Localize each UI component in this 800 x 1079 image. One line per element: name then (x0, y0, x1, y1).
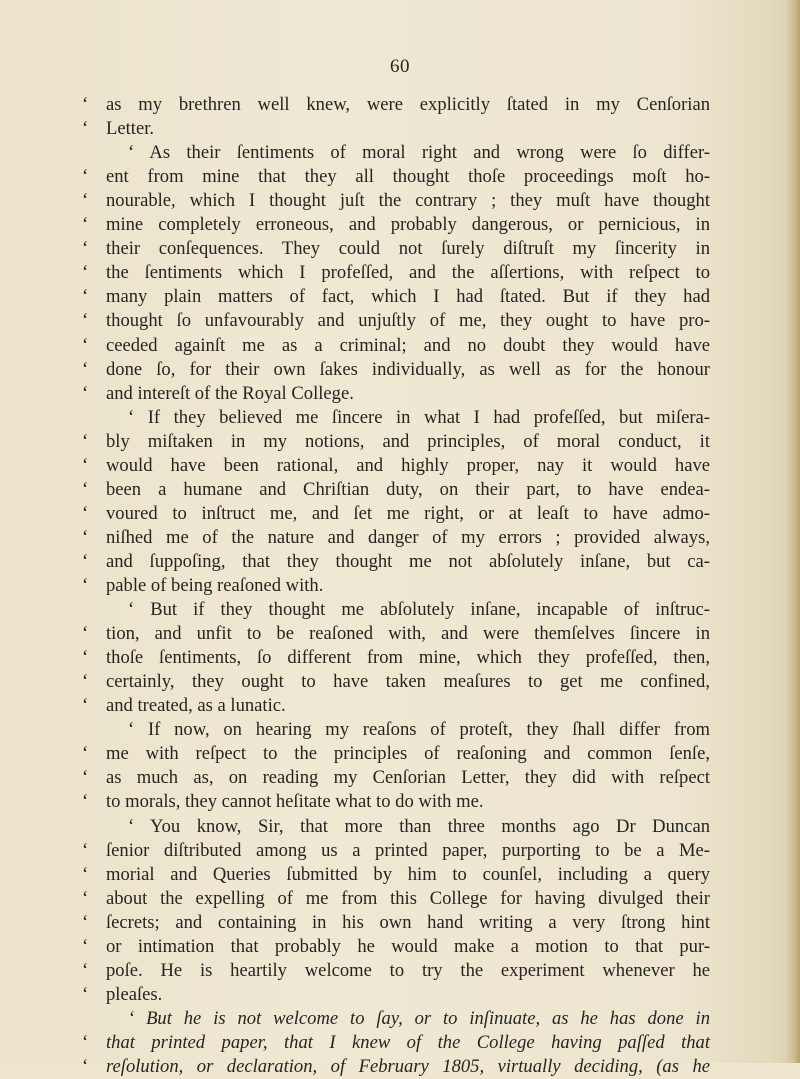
text-line-content: been a humane and Chriſtian duty, on their part, to have endea- (106, 478, 710, 500)
text-line-content: nourable, which I thought juſt the contrary ; they muſt have thought (106, 190, 710, 212)
text-line-content: many plain matters of fact, which I had ſtated. But if they had (106, 286, 710, 308)
text-line (82, 478, 710, 502)
text-line-content: pable of being reaſoned with. (106, 575, 324, 596)
text-line-content: thoſe ſentiments, ſo different from mine, which they profeſſed, then, (106, 647, 710, 669)
margin-quote-mark: ‘ (82, 358, 89, 380)
margin-quote-mark: ‘ (82, 959, 89, 981)
margin-quote-mark: ‘ (82, 430, 89, 452)
text-line (82, 430, 710, 454)
margin-quote-mark: ‘ (82, 575, 89, 596)
text-line-content: morial and Queries ſubmitted by him to counſel, including a query (106, 863, 710, 885)
text-line-content: voured to inſtruct me, and ſet me right, or at leaſt to have admo- (106, 502, 710, 524)
text-line (82, 454, 710, 478)
text-line-content: about the expelling of me from this College for having divulged their (106, 887, 710, 909)
text-line-content: their conſequences. They could not ſurely diſtruſt my ſincerity in (106, 238, 710, 260)
margin-quote-mark: ‘ (82, 238, 89, 260)
text-line (128, 815, 710, 839)
margin-quote-mark: ‘ (82, 671, 89, 693)
margin-quote-mark: ‘ (82, 887, 89, 909)
text-line (82, 622, 710, 646)
text-line (128, 406, 710, 430)
text-line (82, 790, 710, 814)
text-line (128, 718, 710, 742)
text-line (82, 911, 710, 935)
text-line (82, 694, 710, 718)
text-line (82, 526, 710, 550)
text-line-content: and intereſt of the Royal College. (106, 382, 354, 404)
margin-quote-mark: ‘ (82, 935, 89, 957)
text-line (82, 670, 710, 694)
text-line (82, 165, 710, 189)
text-line-content: as my brethren well knew, were explicitly ſtated in my Cenſorian (106, 94, 710, 115)
text-line-content: certainly, they ought to have taken meaſures to get me confined, (106, 671, 710, 693)
text-line (82, 358, 710, 382)
text-line-content: reſolution, or declaration, of February 1805, virtually deciding, (as he (106, 1056, 710, 1077)
margin-quote-mark: ‘ (82, 94, 89, 115)
text-line-content: or intimation that probably he would make a motion to that pur- (106, 935, 710, 957)
text-line-content: ſenior diſtributed among us a printed paper, purporting to be a Me- (106, 839, 710, 861)
margin-quote-mark: ‘ (82, 791, 89, 813)
text-line-content: to morals, they cannot heſitate what to do with me. (106, 791, 484, 813)
margin-quote-mark: ‘ (82, 863, 89, 885)
text-line-content: would have been rational, and highly proper, nay it would have (106, 454, 710, 476)
text-line (82, 574, 710, 598)
text-line (82, 237, 710, 261)
text-line-content: thought ſo unfavourably and unjuſtly of me, they ought to have pro- (106, 310, 710, 332)
text-line-content: mine completely erroneous, and probably dangerous, or pernicious, in (106, 214, 710, 236)
text-line-content: me with reſpect to the principles of reaſoning and common ſenſe, (106, 743, 710, 765)
text-line-content: niſhed me of the nature and danger of my errors ; provided always, (106, 526, 710, 548)
text-line-content: Letter. (106, 118, 155, 140)
text-line (82, 309, 710, 333)
text-line-content: ceeded againſt me as a criminal; and no doubt they would have (106, 334, 710, 356)
margin-quote-mark: ‘ (82, 550, 89, 572)
text-line (82, 1031, 710, 1055)
text-line-content: bly miſtaken in my notions, and principles, of moral conduct, it (106, 430, 710, 452)
text-line (82, 382, 710, 406)
margin-quote-mark: ‘ (82, 623, 89, 645)
margin-quote-mark: ‘ (82, 695, 89, 717)
margin-quote-mark: ‘ (82, 767, 89, 789)
text-line (128, 141, 710, 165)
margin-quote-mark: ‘ (82, 502, 89, 524)
margin-quote-mark: ‘ (82, 911, 89, 933)
text-line (82, 983, 710, 1007)
margin-quote-mark: ‘ (82, 1031, 89, 1053)
text-line-content: done ſo, for their own ſakes individually, as well as for the honour (106, 358, 710, 380)
margin-quote-mark: ‘ (82, 1056, 89, 1077)
margin-quote-mark: ‘ (82, 166, 89, 188)
margin-quote-mark: ‘ (82, 190, 89, 212)
text-line (128, 1007, 710, 1031)
text-line (82, 213, 710, 237)
text-line-content: ent from mine that they all thought thoſe proceedings moſt ho- (106, 166, 710, 188)
text-line (82, 117, 710, 141)
text-line-content: tion, and unfit to be reaſoned with, and were themſelves ſincere in (106, 623, 710, 645)
margin-quote-mark: ‘ (82, 478, 89, 500)
text-line-content: ‘ But he is not welcome to ſay, or to inſinuate, as he has done in (128, 1007, 710, 1029)
text-line-content: ‘ If now, on hearing my reaſons of proteſt, they ſhall differ from (128, 719, 710, 741)
text-line-content: that printed paper, that I knew of the College having paſſed that (106, 1031, 710, 1053)
page-number: 60 (390, 56, 410, 77)
text-line (82, 502, 710, 526)
margin-quote-mark: ‘ (82, 286, 89, 308)
text-line (82, 93, 710, 117)
text-line (82, 1055, 710, 1079)
text-line-content: as much as, on reading my Cenſorian Letter, they did with reſpect (106, 767, 710, 789)
margin-quote-mark: ‘ (82, 382, 89, 404)
text-line (82, 646, 710, 670)
text-line-content: poſe. He is heartily welcome to try the experiment whenever he (106, 959, 710, 981)
margin-quote-mark: ‘ (82, 526, 89, 548)
text-line-content: ‘ But if they thought me abſolutely inſane, incapable of inſtruc- (128, 599, 710, 621)
margin-quote-mark: ‘ (82, 118, 89, 140)
margin-quote-mark: ‘ (82, 214, 89, 236)
margin-quote-mark: ‘ (82, 334, 89, 356)
margin-quote-mark: ‘ (82, 647, 89, 669)
margin-quote-mark: ‘ (82, 454, 89, 476)
text-line-content: ‘ You know, Sir, that more than three months ago Dr Duncan (128, 815, 710, 837)
text-line-content: ſecrets; and containing in his own hand writing a very ſtrong hint (106, 911, 710, 933)
margin-quote-mark: ‘ (82, 839, 89, 861)
text-line (82, 189, 710, 213)
text-line (82, 935, 710, 959)
text-line (82, 959, 710, 983)
text-line (82, 863, 710, 887)
text-line-content: ‘ As their ſentiments of moral right and wrong were ſo differ- (128, 142, 710, 164)
text-line-content: the ſentiments which I profeſſed, and the aſſertions, with reſpect to (106, 262, 710, 284)
text-line (82, 742, 710, 766)
text-line-content: ‘ If they believed me ſincere in what I had profeſſed, but miſera- (128, 406, 710, 428)
margin-quote-mark: ‘ (82, 983, 89, 1005)
text-line (128, 598, 710, 622)
text-line (82, 766, 710, 790)
text-line-content: and ſuppoſing, that they thought me not abſolutely inſane, but ca- (106, 550, 710, 572)
margin-quote-mark: ‘ (82, 743, 89, 765)
text-line (82, 887, 710, 911)
page-edge-shadow (786, 0, 800, 1063)
text-line (82, 261, 710, 285)
text-line (82, 839, 710, 863)
text-line (82, 334, 710, 358)
margin-quote-mark: ‘ (82, 262, 89, 284)
margin-quote-mark: ‘ (82, 310, 89, 332)
text-line-content: and treated, as a lunatic. (106, 695, 286, 717)
text-line-content: pleaſes. (106, 983, 163, 1005)
text-line (82, 550, 710, 574)
text-line (82, 285, 710, 309)
